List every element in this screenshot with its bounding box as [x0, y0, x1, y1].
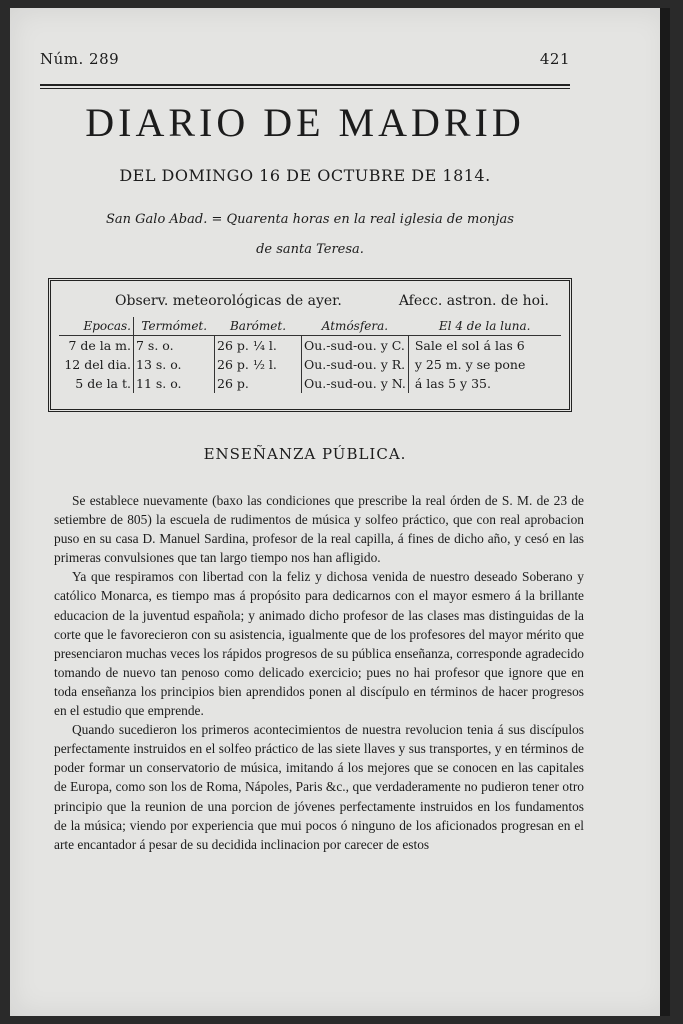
cell-termometro: 13 s. o.	[134, 355, 215, 374]
weather-titles	[59, 285, 561, 309]
issue-header	[40, 50, 570, 68]
weather-row	[59, 355, 561, 374]
weather-table	[59, 317, 561, 393]
article-paragraph: Quando sucedieron los primeros acontecimientos de nuestra revolucion tenia á sus discípulos perfectamente instruidos en el solfeo práctico de las siete llaves y sus transportes, y en términos de poder formar un conservatorio de música, imitando á los mejores que se conocen en las capitales de Europa, como son los de Roma, Nápoles, Paris &c., que verdaderamente no pudieron tener otro principio que la reunion de una porcion de jóvenes perfectamente instruidos en los fundamentos de la música; viendo por experiencia que mui pocos ó ninguno de los aficionados progresan en el arte encantador á pesar de su decidida inclinacion por carecer de estos	[54, 722, 584, 852]
newspaper-page	[10, 8, 670, 1016]
header-rule-thin	[40, 88, 570, 89]
col-luna: El 4 de la luna.	[408, 317, 561, 336]
dateline: DEL DOMINGO 16 DE OCTUBRE DE 1814.	[119, 166, 491, 185]
weather-header-row	[59, 317, 561, 336]
page-edge	[660, 8, 670, 1016]
cell-termometro: 11 s. o.	[134, 374, 215, 393]
section-heading: ENSEÑANZA PÚBLICA.	[203, 445, 407, 463]
saint-line-2: de santa Teresa.	[256, 242, 364, 257]
weather-row	[59, 374, 561, 393]
saint-line-1: San Galo Abad. = Quarenta horas en la real iglesia de monjas	[106, 212, 514, 227]
cell-epoca: 12 del dia.	[59, 355, 134, 374]
header-rule-thick	[40, 84, 570, 86]
article-paragraph: Se establece nuevamente (baxo las condiciones que prescribe la real órden de S. M. de 23 de setiembre de 805) la escuela de rudimentos de música y solfeo práctico, que con real aprobacion puso en su casa D. Manuel Sardina, profesor de la real capilla, á fines de dicho año, y cesó en las primeras convulsiones que tan largo tiempo nos han afligido.	[54, 493, 584, 566]
masthead-title: DIARIO DE MADRID	[85, 100, 525, 145]
article-paragraph: Ya que respiramos con libertad con la feliz y dichosa venida de nuestro deseado Soberano y católico Monarca, es tiempo mas á propósito para dedicarnos con el mayor esmero á la brillante educacion de la juventud española; y animado dicho profesor de las clases mas distinguidas de la corte que le favorecieron con su asistencia, igualmente que de los profesores del mayor mérito que presenciaron muchas veces los rápidos progresos de su pública enseñanza, corresponde agradecido tomando de nuevo tan penoso como delicado exercicio; pues no hai profesor que ignore que en toda enseñanza los principios bien aprendidos ponen al discípulo en términos de hacer progresos en el estudio que emprende.	[54, 569, 584, 719]
cell-barometro: 26 p. ½ l.	[215, 355, 302, 374]
col-termometro: Termómet.	[134, 317, 215, 336]
cell-termometro: 7 s. o.	[134, 336, 215, 356]
article-body	[54, 491, 584, 854]
cell-atmosfera: Ou.-sud-ou. y N.	[302, 374, 409, 393]
saint-notice	[50, 205, 570, 265]
weather-title-left: Observ. meteorológicas de ayer.	[115, 293, 342, 309]
weather-row	[59, 336, 561, 356]
issue-number: Núm. 289	[40, 50, 120, 68]
cell-luna: Sale el sol á las 6	[414, 338, 525, 353]
col-epocas: Epocas.	[59, 317, 134, 336]
col-barometro: Barómet.	[215, 317, 302, 336]
cell-epoca: 7 de la m.	[59, 336, 134, 356]
cell-atmosfera: Ou.-sud-ou. y R.	[302, 355, 409, 374]
cell-barometro: 26 p. ¼ l.	[215, 336, 302, 356]
weather-title-right: Afecc. astron. de hoi.	[398, 293, 549, 309]
cell-atmosfera: Ou.-sud-ou. y C.	[302, 336, 409, 356]
weather-box	[48, 278, 572, 412]
col-atmosfera: Atmósfera.	[302, 317, 409, 336]
cell-barometro: 26 p.	[215, 374, 302, 393]
cell-luna: á las 5 y 35.	[414, 376, 491, 391]
cell-epoca: 5 de la t.	[59, 374, 134, 393]
page-number: 421	[539, 50, 570, 68]
cell-luna: y 25 m. y se pone	[414, 357, 526, 372]
